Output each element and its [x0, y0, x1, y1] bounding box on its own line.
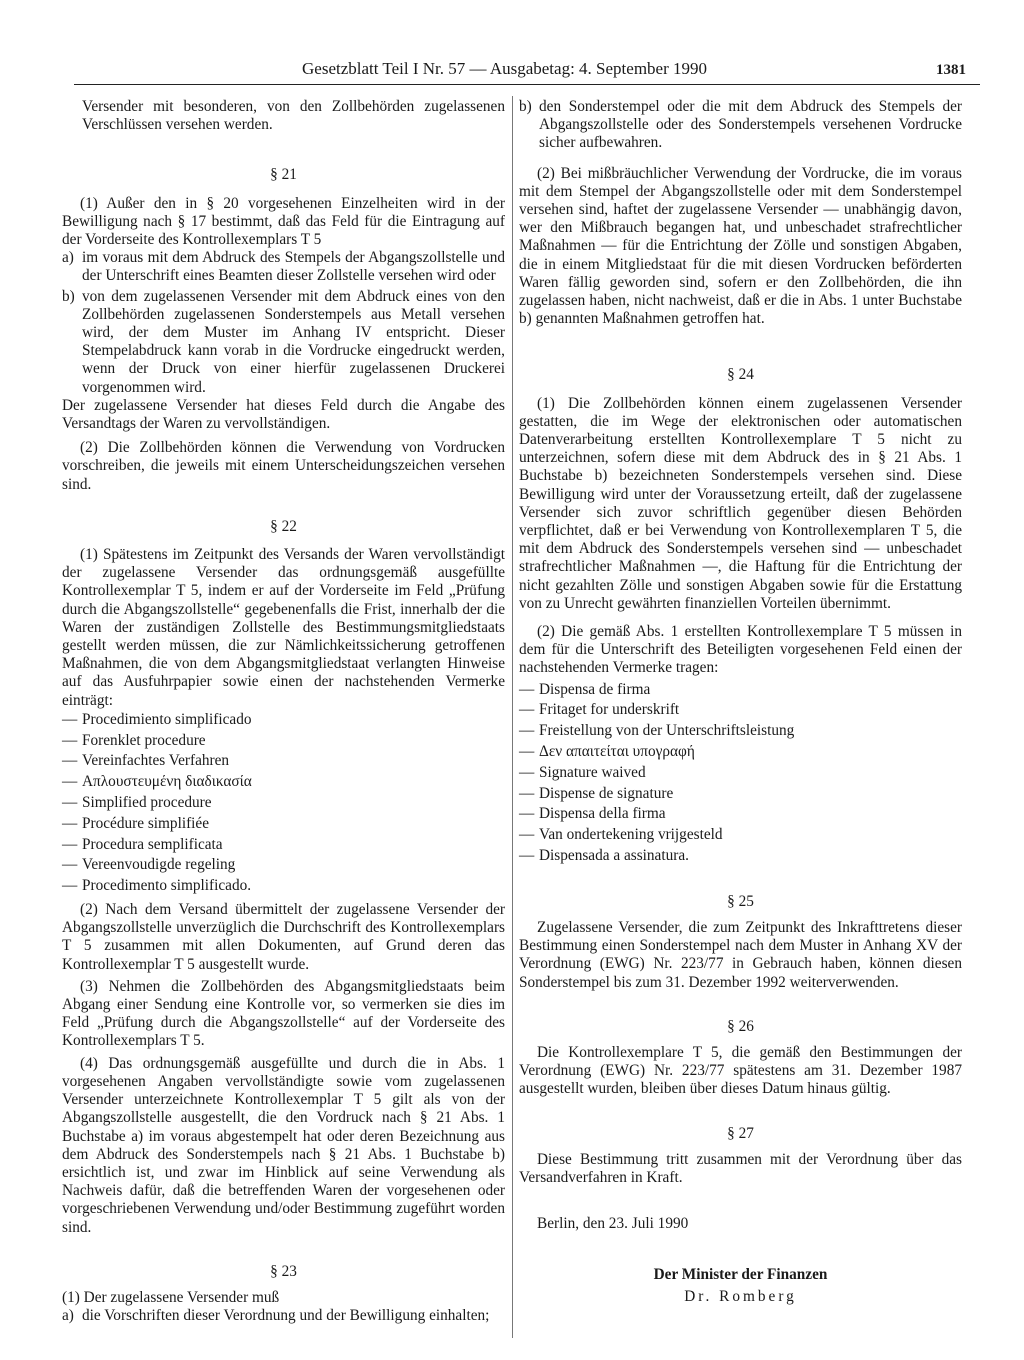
notation-text: Forenklet procedure — [82, 731, 206, 749]
notation-list-item — [62, 835, 505, 856]
s23-item-a-text: die Vorschriften dieser Verordnung und der Bewilligung einhalten; — [82, 1307, 490, 1325]
s22-paragraph-2: (2) Nach dem Versand übermittelt der zugelassene Versender der Abgangszollstelle unverzüglich die Durchschrift des Kontrollexemplars T 5 zusammen mit allen Dokumenten, auf Grund deren das Kontrollexemplar T 5 ausgestellt wurde. — [62, 901, 505, 973]
signer-name: Dr. Romberg — [684, 1287, 797, 1305]
notation-text: Van ondertekening vrijgesteld — [539, 826, 723, 844]
running-title: Gesetzblatt Teil I Nr. 57 — Ausgabetag: 4. September 1990 — [302, 59, 707, 78]
notation-list-item — [62, 731, 505, 752]
notation-list-item — [519, 784, 962, 805]
s27-paragraph-1: Diese Bestimmung tritt zusammen mit der Verordnung über das Versandverfahren in Kraft. — [519, 1150, 962, 1187]
notation-list-item — [62, 814, 505, 835]
s21-item-b-text: von dem zugelassenen Versender mit dem Abdruck eines von den Zollbehörden zugelassenen Sonderstempels aus Metall versehen wird, der dem Muster im Anhang IV entspricht. Dieser Stempelabdruck kann vorab in die Vordrucke eingedruckt werden, wenn der Druck von einer hierfür zugelassenen Druckerei vorgenommen wird. — [82, 287, 505, 396]
notation-text: Dispensa della firma — [539, 805, 666, 823]
dash-bullet: — — [62, 731, 78, 749]
notation-list-item — [519, 680, 962, 701]
s22-paragraph-1: (1) Spätestens im Zeitpunkt des Versands der Waren vervollständigt der zugelassene Versender das ordnungsgemäß ausgefüllte Kontrollexemplar T 5, indem er auf der Vorderseite im Feld „Prüfung durch die Abgangszollstelle“ gegebenenfalls die Frist, innerhalb der die Waren der zuständigen Zollstelle des Bestimmungsmitgliedstaats gestellt werden müssen, die zur Nämlichkeitssicherung getroffenen Maßnahmen, die von dem Abgangsmitgliedstaat verlangten Hinweise auf das Ausfuhrpapier sowie einen der nachstehenden Vermerke einträgt: — [62, 546, 505, 709]
notation-list-item — [62, 855, 505, 876]
notation-list-item — [62, 710, 505, 731]
notation-text: Δεν απαιτείται υπογραφή — [539, 743, 695, 761]
s25-paragraph-1: Zugelassene Versender, die zum Zeitpunkt des Inkrafttretens dieser Bestimmung einen Sonderstempel nach dem Muster in Anhang XV der Verordnung (EWG) Nr. 223/77 in Gebrauch haben, können diesen Sonderstempel bis zum 31. Dezember 1992 weiterverwenden. — [519, 919, 962, 991]
intro-paragraph: Versender mit besonderen, von den Zollbehörden zugelassenen Verschlüssen versehen werden. — [82, 98, 505, 134]
s22-paragraph-4: (4) Das ordnungsgemäß ausgefüllte und durch die in Abs. 1 vorgesehenen Angaben vervollständigte sowie vom zugelassenen Versender unterzeichnete Kontrollexemplar T 5 gilt als von der Abgangszollstelle ausgestellt, die den Vordruck nach § 21 Abs. 1 Buchstabe a) im voraus abgestempelt hat oder deren Bezeichnung aus dem Abdruck des Sonderstempels nach § 21 Abs. 1 Buchstabe b) ersichtlich ist, und zwar im Hinblick auf seine Verwendung als Nachweis dafür, daß die betreffenden Waren der vorgesehenen oder vorgeschriebenen Verwendung und/oder Bestimmung zugeführt worden sind. — [62, 1054, 505, 1236]
section-heading-24: § 24 — [727, 366, 754, 384]
dash-bullet: — — [519, 743, 535, 761]
s23-item-b — [519, 98, 962, 153]
notation-list-item — [519, 700, 962, 721]
dash-bullet: — — [62, 877, 78, 895]
notation-text: Dispense de signature — [539, 784, 674, 802]
dash-bullet: — — [62, 814, 78, 832]
section-heading-27: § 27 — [727, 1124, 754, 1142]
notation-text: Procedimiento simplificado — [82, 710, 252, 728]
notation-text: Dispensada a assinatura. — [539, 847, 689, 865]
dash-bullet: — — [519, 805, 535, 823]
dash-bullet: — — [62, 773, 78, 791]
notation-text: Simplified procedure — [82, 794, 212, 812]
notation-list-item — [519, 721, 962, 742]
dash-bullet: — — [62, 752, 78, 770]
s22-notation-list — [62, 710, 505, 897]
notation-list-item — [62, 772, 505, 793]
s26-paragraph-1: Die Kontrollexemplare T 5, die gemäß den Bestimmungen der Verordnung (EWG) Nr. 223/77 spätestens am 31. Dezember 1987 ausgestellt wurden, bleiben über dieses Datum hinaus gültig. — [519, 1044, 962, 1098]
s21-item-a-text: im voraus mit dem Abdruck des Stempels der Abgangszollstelle und der Unterschrift eines Beamten dieser Zollstelle versehen wird oder — [82, 249, 505, 285]
s21-paragraph-1-end: Der zugelassene Versender hat dieses Feld durch die Angabe des Versandtags der Waren zu vervollständigen. — [62, 396, 505, 433]
dash-bullet: — — [519, 784, 535, 802]
s21-item-b — [62, 288, 505, 397]
s23-paragraph-1: (1) Der zugelassene Versender muß — [62, 1288, 280, 1306]
notation-list-item — [519, 742, 962, 763]
s21-paragraph-1: (1) Außer den in § 20 vorgesehenen Einzelheiten wird in der Bewilligung nach § 17 bestimmt, daß das Feld für die Eintragung auf der Vorderseite des Kontrollexemplars T 5 — [62, 194, 505, 249]
notation-text: Procédure simplifiée — [82, 814, 210, 832]
dash-bullet: — — [519, 701, 535, 719]
section-heading-23: § 23 — [270, 1262, 297, 1280]
dash-bullet: — — [519, 680, 535, 698]
section-heading-26: § 26 — [727, 1017, 754, 1035]
signer-title: Der Minister der Finanzen — [653, 1265, 828, 1283]
s24-paragraph-1: (1) Die Zollbehörden können einem zugelassenen Versender gestatten, die im Wege der elektronischen oder automatischen Datenverarbeitung erstellten Kontrollexemplare T 5 nicht zu unterzeichnen, sofern diese mit dem Abdruck des in § 21 Abs. 1 Buchstabe b) bezeichneten Sonderstempels versehen sind. Diese Bewilligung wird unter der Voraussetzung erteilt, daß der zugelassene Versender sich zuvor schriftlich gegenüber diesen Behörden verpflichtet, daß er bei Verwendung von Kontrollexemplaren T 5, die mit dem Abdruck des Sonderstempels versehen sind — unbeschadet strafrechtlicher Maßnahmen —, die Haftung für die Entrichtung der nicht gezahlten Zölle und sonstigen Abgaben sowie für die Erstattung von zu Unrecht gewährten finanziellen Vorteilen übernimmt. — [519, 394, 962, 612]
notation-text: Vereenvoudigde regeling — [82, 856, 236, 874]
dash-bullet: — — [62, 856, 78, 874]
dash-bullet: — — [519, 763, 535, 781]
notation-list-item — [62, 876, 505, 897]
dash-bullet: — — [519, 826, 535, 844]
notation-list-item — [62, 751, 505, 772]
notation-text: Dispensa de firma — [539, 680, 651, 698]
s24-notation-list — [519, 680, 962, 867]
notation-text: Vereinfachtes Verfahren — [82, 752, 230, 770]
right-column — [519, 98, 962, 1306]
dash-bullet: — — [62, 835, 78, 853]
s23-paragraph-2: (2) Bei mißbräuchlicher Verwendung der Vordrucke, die im voraus mit dem Stempel der Abgangszollstelle oder mit dem Sonderstempel versehen sind, haftet der zugelassene Versender — unabhängig davon, wer den Mißbrauch begangen hat, und unbeschadet strafrechtlicher Maßnahmen — für die Entrichtung der Zölle und sonstigen Abgaben, die in einem Mitgliedstaat für die mit diesen Vordrucken beförderten Waren fällig geworden sind, sofern er den Zollbehörden, die ihn zugelassen haben, nicht nachweist, daß er die in Abs. 1 unter Buchstabe b) genannten Maßnahmen getroffen hat. — [519, 164, 962, 328]
notation-list-item — [519, 825, 962, 846]
column-divider — [512, 96, 513, 1338]
s23-item-a — [62, 1307, 505, 1325]
page-number: 1381 — [936, 62, 966, 78]
page-header — [74, 58, 980, 85]
s24-paragraph-2: (2) Die gemäß Abs. 1 erstellten Kontrollexemplare T 5 müssen in dem für die Unterschrift des Beteiligten vorgesehenen Feld einen der nachstehenden Vermerke tragen: — [519, 623, 962, 677]
notation-list-item — [519, 846, 962, 867]
section-heading-21: § 21 — [270, 166, 297, 184]
s23-item-b-text: den Sonderstempel oder die mit dem Abdruck des Stempels der Abgangszollstelle oder des Sonderstempels versehenen Vordrucke sicher aufbewahren. — [539, 98, 962, 152]
dash-bullet: — — [62, 710, 78, 728]
dash-bullet: — — [62, 794, 78, 812]
section-heading-25: § 25 — [727, 892, 754, 910]
s21-paragraph-2: (2) Die Zollbehörden können die Verwendung von Vordrucken vorschreiben, die jeweils mit einem Unterscheidungszeichen versehen sind. — [62, 439, 505, 493]
s23-item-b-label: b) — [519, 98, 532, 115]
s21-item-b-label: b) — [62, 287, 75, 305]
notation-list-item — [519, 804, 962, 825]
notation-text: Απλουστευμένη διαδικασία — [82, 773, 252, 791]
dash-bullet: — — [519, 722, 535, 740]
s21-item-a-label: a) — [62, 249, 74, 267]
notation-text: Signature waived — [539, 763, 646, 781]
notation-text: Procedura semplificata — [82, 835, 223, 853]
place-date: Berlin, den 23. Juli 1990 — [537, 1215, 689, 1233]
s22-paragraph-3: (3) Nehmen die Zollbehörden des Abgangsmitgliedstaats beim Abgang einer Sendung eine Kontrolle vor, so vermerken sie dies im Feld „Prüfung durch die Abgangszollstelle“ auf der Vorderseite des Kontrollexemplars T 5. — [62, 977, 505, 1050]
notation-text: Procedimento simplificado. — [82, 877, 252, 895]
notation-list-item — [62, 793, 505, 814]
notation-text: Freistellung von der Unterschriftsleistung — [539, 722, 795, 740]
dash-bullet: — — [519, 847, 535, 865]
section-heading-22: § 22 — [270, 517, 297, 535]
left-column — [62, 98, 505, 1325]
notation-text: Fritaget for underskrift — [539, 701, 680, 719]
s23-item-a-label: a) — [62, 1307, 74, 1325]
s21-item-a — [62, 249, 505, 285]
notation-list-item — [519, 763, 962, 784]
